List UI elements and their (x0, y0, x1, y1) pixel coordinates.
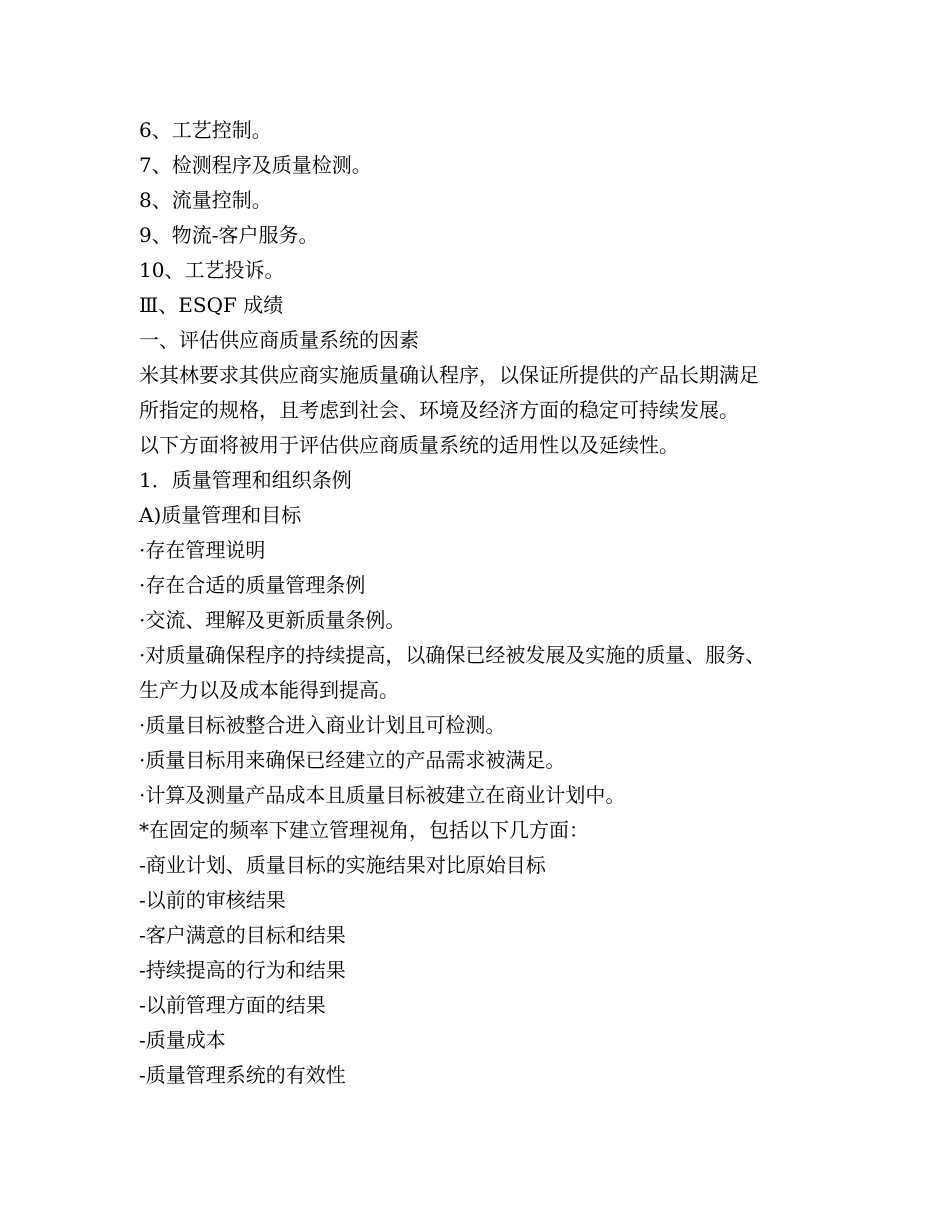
subheading-quality-objectives: A)质量管理和目标 (139, 503, 302, 527)
bullet-item: ·质量目标被整合进入商业计划且可检测。 (139, 713, 506, 737)
bullet-item: ·交流、理解及更新质量条例。 (139, 608, 406, 632)
bullet-item-continuation: 生产力以及成本能得到提高。 (139, 678, 399, 702)
list-item-inspection-procedure: 7、检测程序及质量检测。 (139, 153, 372, 177)
dash-item: -以前管理方面的结果 (139, 993, 326, 1017)
list-item-flow-control: 8、流量控制。 (139, 188, 272, 212)
dash-item: -商业计划、质量目标的实施结果对比原始目标 (139, 853, 546, 877)
list-item-process-complaints: 10、工艺投诉。 (139, 258, 285, 282)
bullet-item: ·对质量确保程序的持续提高，以确保已经被发展及实施的质量、服务、 (139, 643, 766, 667)
paragraph-line: 米其林要求其供应商实施质量确认程序，以保证所提供的产品长期满足 (139, 363, 759, 387)
numbered-heading-quality-management: 1．质量管理和组织条例 (139, 468, 352, 492)
section-heading-esqf-score: Ⅲ、ESQF 成绩 (139, 293, 284, 317)
paragraph-line: 所指定的规格，且考虑到社会、环境及经济方面的稳定可持续发展。 (139, 398, 739, 422)
document-body (139, 113, 839, 1093)
paragraph-line: 以下方面将被用于评估供应商质量系统的适用性以及延续性。 (139, 433, 679, 457)
dash-item: -以前的审核结果 (139, 888, 286, 912)
bullet-item: ·存在合适的质量管理条例 (139, 573, 366, 597)
dash-item: -客户满意的目标和结果 (139, 923, 346, 947)
subsection-heading-evaluation-factors: 一、评估供应商质量系统的因素 (139, 328, 419, 352)
list-item-process-control: 6、工艺控制。 (139, 118, 272, 142)
dash-item: -质量管理系统的有效性 (139, 1063, 346, 1087)
list-item-logistics-customer-service: 9、物流-客户服务。 (139, 223, 319, 247)
dash-item: -质量成本 (139, 1028, 226, 1052)
bullet-item: ·质量目标用来确保已经建立的产品需求被满足。 (139, 748, 566, 772)
bullet-item: ·计算及测量产品成本且质量目标被建立在商业计划中。 (139, 783, 626, 807)
management-review-intro: *在固定的频率下建立管理视角，包括以下几方面： (139, 818, 589, 842)
bullet-item: ·存在管理说明 (139, 538, 266, 562)
dash-item: -持续提高的行为和结果 (139, 958, 346, 982)
